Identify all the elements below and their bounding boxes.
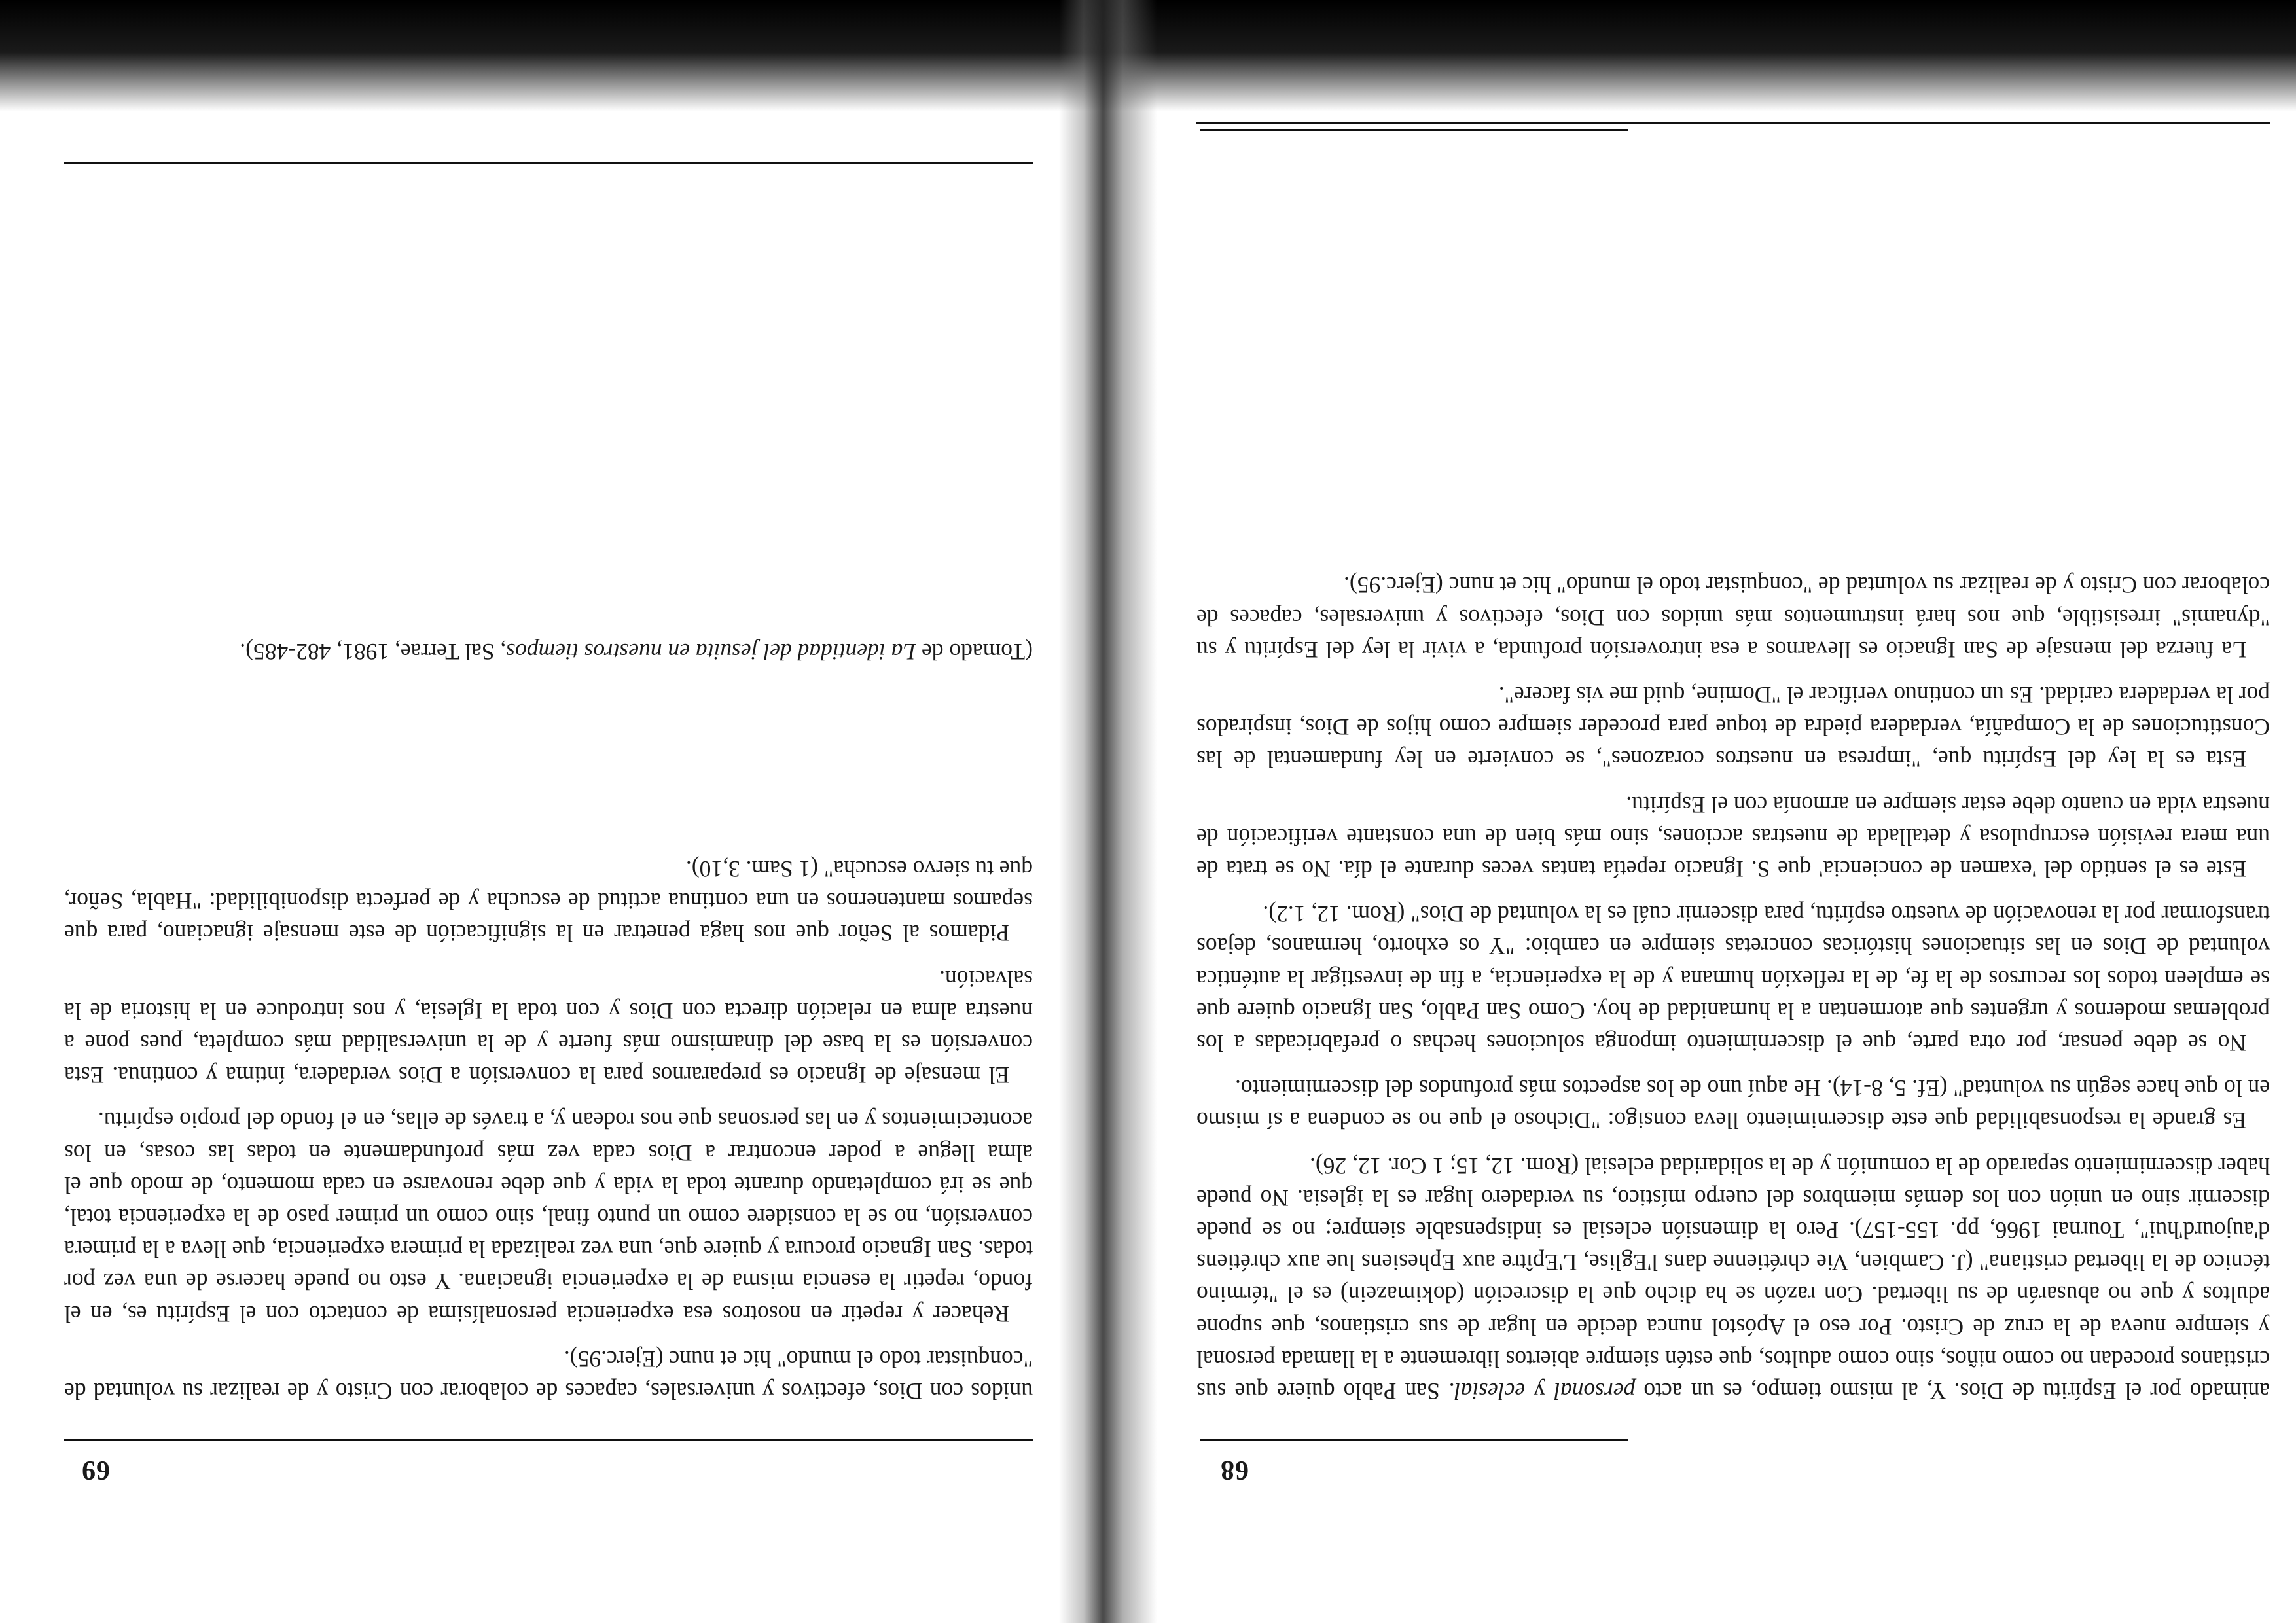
book-gutter-shadow	[1059, 0, 1157, 1623]
paragraph-69-4: Pidamos al Señor que nos haga penetrar en la significación de este mensaje ignaciano, para que sepamos mantenernos en una continua actitud de escucha y de perfecta disponibilidad: "Habla, Señor, que tu siervo escucha" (1 Sam. 3,10).	[64, 855, 1033, 947]
paragraph-68-4: Este es el sentido del 'examen de conciencia' que S. Ignacio repetía tantas veces durante el día. No se trata de una mera revisión escrupulosa y detallada de nuestras acciones, sino más bien de una constante verificación de nuestra vida en cuanto debe estar siempre en armonía con el Espíritu.	[1196, 791, 2270, 882]
paragraph-68-5: Esta es la ley del Espíritu que, "impresa en nuestros corazones", se convierte en ley fundamental de las Constituciones de la Compañía, verdadera piedra de toque para proceder siempre como hijos de Dios, inspirados por la verdadera caridad. Es un continuo verificar el "Domine, quid me vis facere".	[1196, 681, 2270, 773]
page-69-bottom-rule	[64, 162, 1033, 164]
page-68-body	[1196, 569, 2270, 1407]
paragraph-68-3: No se debe pensar, por otra parte, que el discernimiento imponga soluciones hechas o prefabricadas a los problemas modernos y urgentes que atormentan a la humanidad de hoy. Como San Pablo, San Ignacio quiere que se empleen todos los recursos de la fe, de la reflexión humana y de la experiencia, a fin de investigar la auténtica voluntad de Dios en las situaciones históricas concretas siempre en cambio: "Y os exhorto, hermanos, dejaos transformar por la renovación de vuestro espíritu, para discernir cuál es la voluntad de Dios" (Rom. 12, 1.2).	[1196, 901, 2270, 1056]
page-number-68: 68	[1220, 1455, 1249, 1485]
paragraph-68-2: Es grande la responsabilidad que este discernimiento lleva consigo: "Dichoso el que no se condena a sí mismo en lo que hace según su voluntad" (Ef. 5, 8-14). He aquí uno de los aspectos más profundos del discernimiento.	[1196, 1075, 2270, 1134]
page-number-69: 69	[81, 1455, 110, 1485]
page-69	[0, 98, 1072, 1623]
paragraph-68-1: animado por el Espíritu de Dios. Y, al mismo tiempo, es un acto personal y eclesial. San Pablo quiere que sus cristianos procedan no como niños, sino como adultos, que estén siempre abiertos libremente a la llamada personal y siempre nueva de la cruz de Cristo. Por eso el Apóstol nunca decide en lugar de sus cristianos, que supone adultos y que no abusarán de su libertad. Con razón se ha dicho que la discreción (dokimazein) es el "término técnico de la libertad cristiana" (J. Cambien, Vie chrétienne dans l'Eglise, L'Epître aux Ephesiens lue aux chrétiens d'aujourd'hui", Tournai 1966, pp. 155-157). Pero la dimensión eclesial es indispensable siempre; no se puede discernir sino en unión con los demás miembros del cuerpo místico, su verdadero lugar es la iglesia. No puede haber discernimiento separado de la comunión y de la solidaridad eclesial (Rom. 12, 15; 1 Cor. 12, 26).	[1196, 1152, 2270, 1404]
paragraph-69-1: unidos con Dios, efectivos y universales, capaces de colaborar con Cristo y de realizar su voluntad de "conquistar todo el mundo" hic et nunc (Ejerc.95).	[64, 1346, 1033, 1404]
page-68	[1144, 98, 2296, 1623]
source-citation: (Tomado de La identidad del jesuita en nuestros tiempos, Sal Terrae, 1981, 482-485).	[240, 639, 1033, 665]
footer-rule	[1200, 129, 1628, 131]
header-rule-top-69	[64, 1439, 1033, 1441]
paragraph-69-3: El mensaje de Ignacio es prepararnos para la conversión a Dios verdadera, íntima y continua. Esta conversión es la base del dinamismo más fuerte y de la universalidad más completa, pues pone a nuestra alma en relación directa con Dios y con toda la Iglesia, y nos introduce en la historia de la salvación.	[64, 965, 1033, 1089]
paragraph-68-6: La fuerza del mensaje de San Ignacio es llevarnos a esa introversión profunda, a vivir la ley del Espíritu y su "dynamis" irresistible, que nos hará instrumentos más unidos con Dios, efectivos y universales, capaces de colaborar con Cristo y de realizar su voluntad de "conquistar todo el mundo" hic et nunc (Ejerc.95).	[1196, 572, 2270, 663]
page-68-bottom-rule	[1196, 122, 2270, 124]
paragraph-69-2: Rehacer y repetir en nosotros esa experiencia personalísima de contacto con el Espíritu es, en el fondo, repetir la esencia misma de la experiencia ignaciana. Y esto no puede hacerse de una vez por todas. San Ignacio procura y quiere que, una vez realizada la primera experiencia, que lleva a la primera conversión, no se la considere como un punto final, sino como un primer paso de la experiencia total, que se irá completando durante toda la vida y que debe renovarse en cada momento, de modo que el alma llegue a poder encontrar a Dios cada vez más profundamente en todas las cosas, en los acontecimientos y en las personas que nos rodean y, a través de ellas, en el fondo del propio espíritu.	[64, 1107, 1033, 1327]
header-rule-top	[1200, 1439, 1628, 1441]
page-69-body	[64, 853, 1033, 1407]
